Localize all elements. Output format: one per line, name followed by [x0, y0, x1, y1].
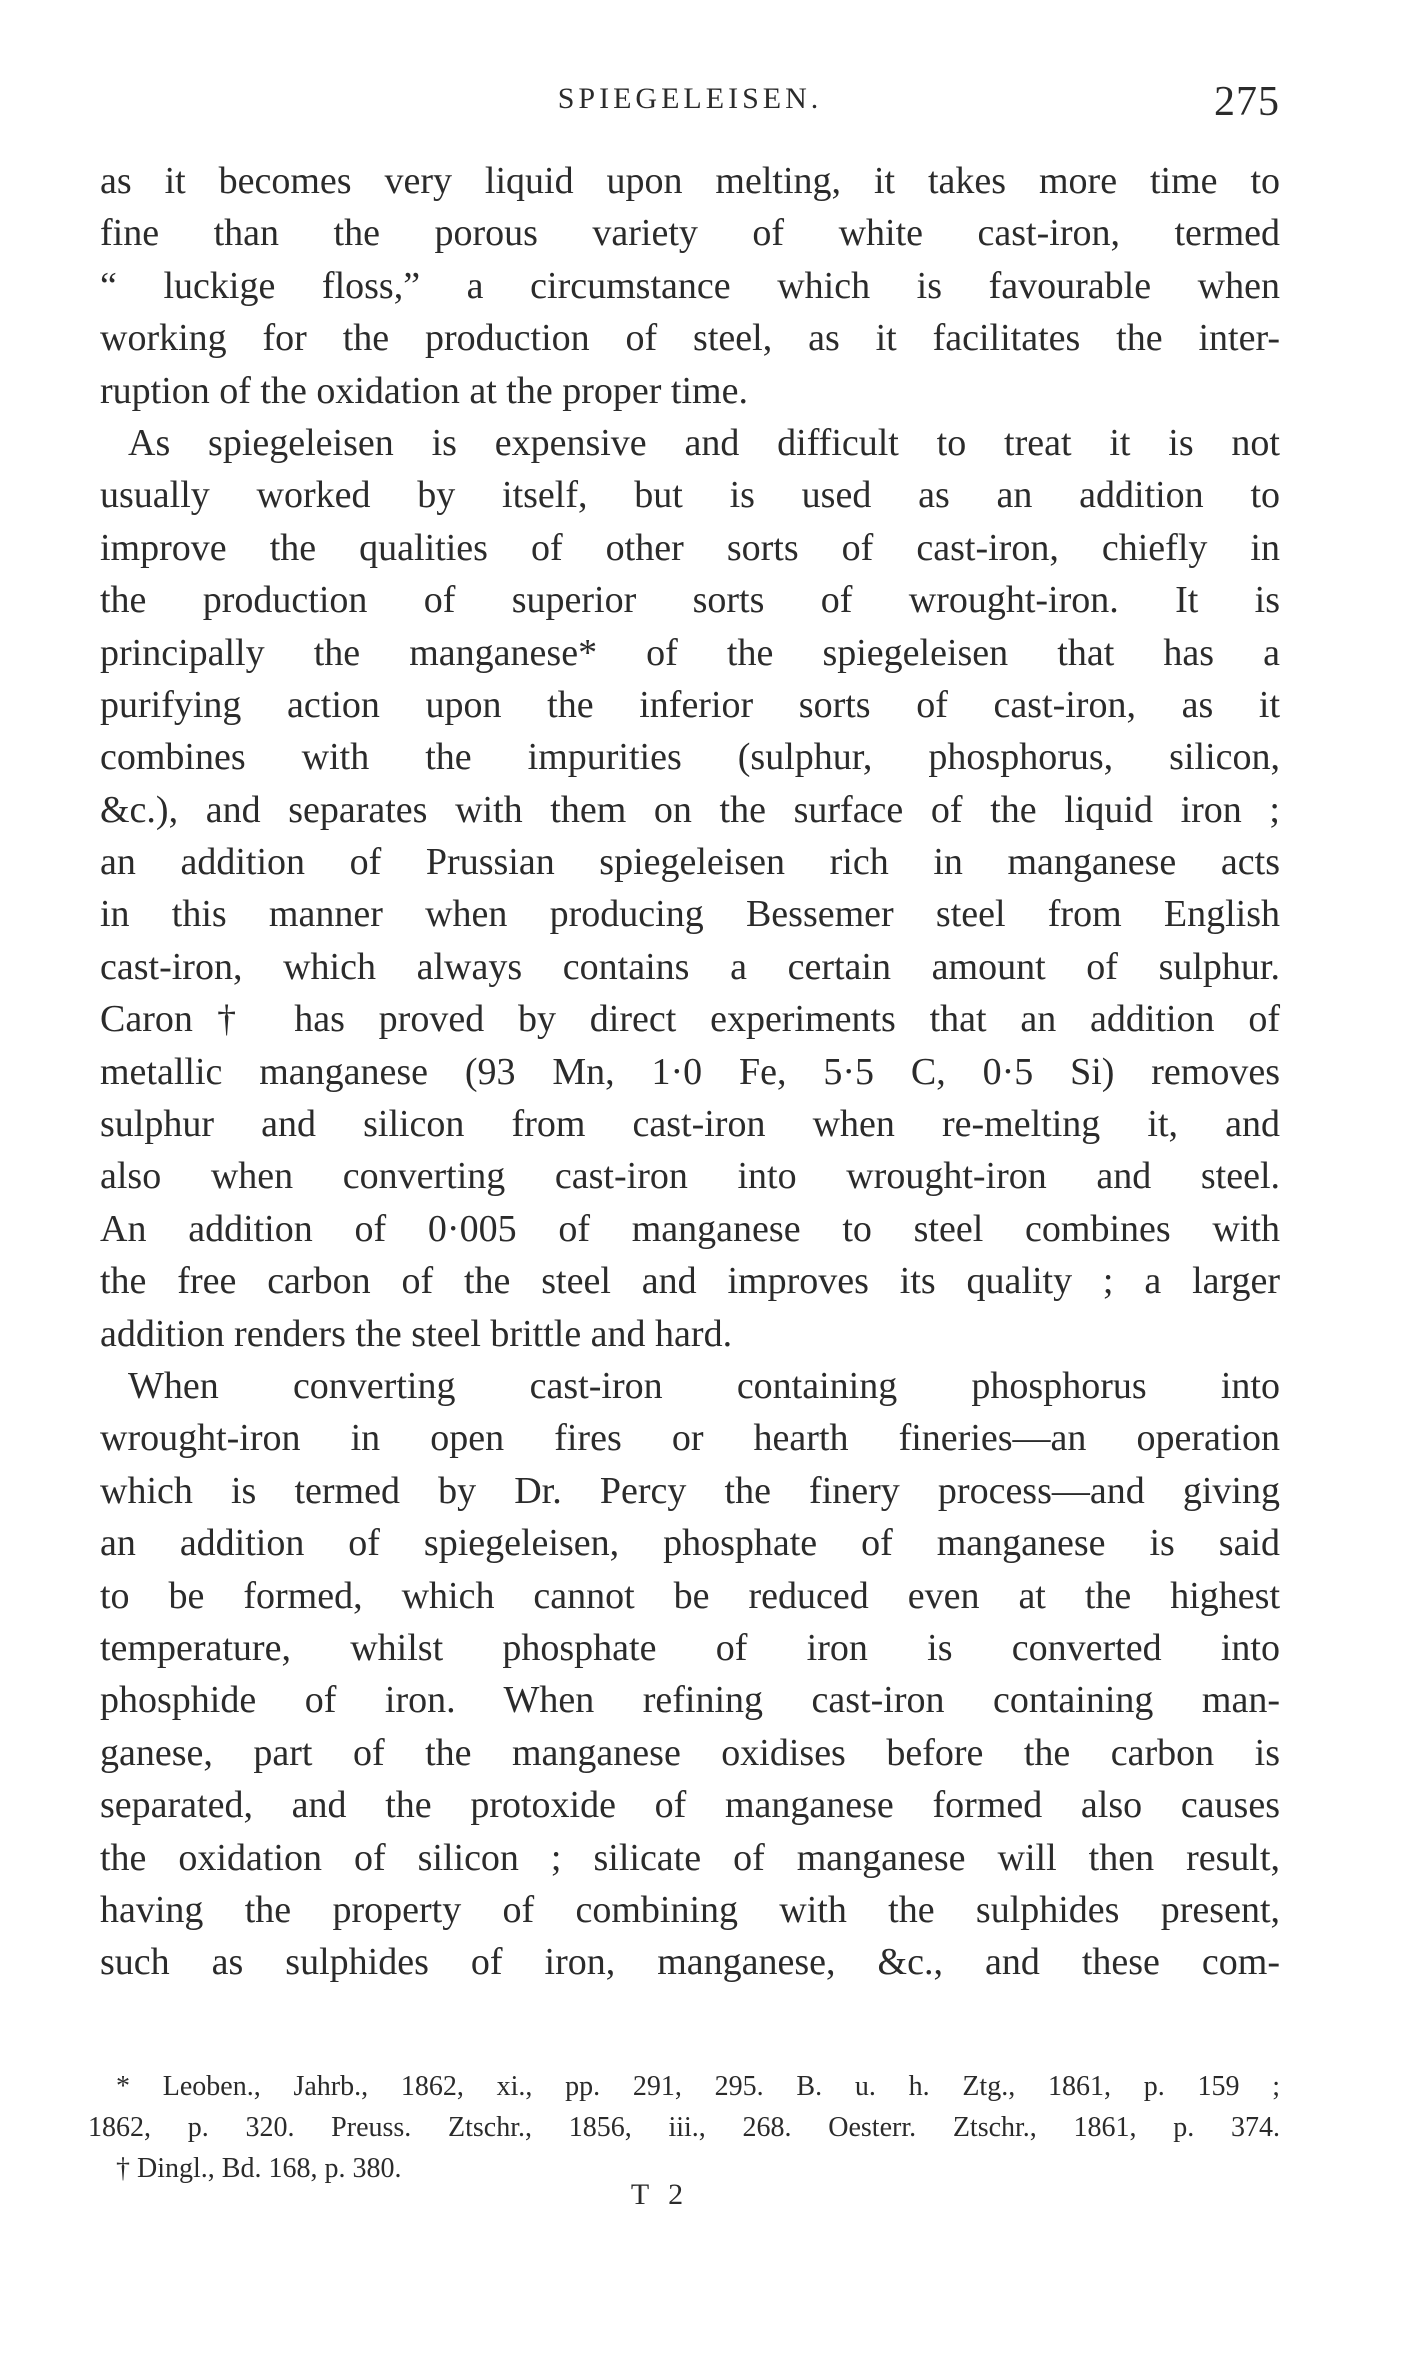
text-line: such as sulphides of iron, manganese, &c., and these com-	[100, 1941, 1280, 1984]
footnote-line: † Dingl., Bd. 168, p. 380.	[116, 2153, 402, 2184]
text-line: purifying action upon the inferior sorts of cast-iron, as it	[100, 683, 1280, 726]
text-line: When converting cast-iron containing phosphorus into	[128, 1364, 1280, 1407]
text-line: Caron† has proved by direct experiments that an addition of	[100, 998, 1280, 1041]
text-line: having the property of combining with the sulphides present,	[100, 1888, 1280, 1931]
footnotes	[88, 2066, 1280, 2189]
text-line: an addition of Prussian spiegeleisen rich in manganese acts	[100, 841, 1280, 884]
text-line: temperature, whilst phosphate of iron is converted into	[100, 1626, 1280, 1669]
text-line: fine than the porous variety of white cast-iron, termed	[100, 212, 1280, 255]
footnote-line: * Leoben., Jahrb., 1862, xi., pp. 291, 295. B. u. h. Ztg., 1861, p. 159 ;	[116, 2071, 1280, 2102]
signature-mark: T 2	[630, 2178, 690, 2211]
text-line: metallic manganese (93 Mn, 1·0 Fe, 5·5 C, 0·5 Si) removes	[100, 1050, 1280, 1093]
text-line: which is termed by Dr. Percy the finery process—and giving	[100, 1469, 1280, 1512]
text-line: An addition of 0·005 of manganese to steel combines with	[100, 1207, 1280, 1250]
text-line: addition renders the steel brittle and hard.	[100, 1312, 733, 1355]
body-text	[100, 155, 1280, 1989]
text-line: As spiegeleisen is expensive and difficult to treat it is not	[128, 421, 1280, 464]
text-line: the oxidation of silicon ; silicate of manganese will then result,	[100, 1836, 1280, 1879]
text-line: ganese, part of the manganese oxidises before the carbon is	[100, 1731, 1280, 1774]
text-line: an addition of spiegeleisen, phosphate of manganese is said	[100, 1522, 1280, 1565]
running-head	[100, 78, 1280, 128]
text-line: principally the manganese* of the spiegeleisen that has a	[100, 631, 1280, 674]
text-line: sulphur and silicon from cast-iron when re-melting it, and	[100, 1103, 1280, 1146]
text-line: ruption of the oxidation at the proper time.	[100, 369, 748, 412]
text-line: also when converting cast-iron into wrought-iron and steel.	[100, 1155, 1280, 1198]
text-line: &c.), and separates with them on the surface of the liquid iron ;	[100, 788, 1280, 831]
text-line: combines with the impurities (sulphur, phosphorus, silicon,	[100, 736, 1280, 779]
text-line: “ luckige floss,” a circumstance which is favourable when	[100, 264, 1280, 307]
text-line: cast-iron, which always contains a certain amount of sulphur.	[100, 945, 1280, 988]
page-number: 275	[1214, 79, 1280, 125]
text-line: usually worked by itself, but is used as an addition to	[100, 474, 1280, 517]
footnote-line: 1862, p. 320. Preuss. Ztschr., 1856, iii., 268. Oesterr. Ztschr., 1861, p. 374.	[88, 2112, 1280, 2143]
text-line: the free carbon of the steel and improves its quality ; a larger	[100, 1260, 1280, 1303]
text-line: as it becomes very liquid upon melting, it takes more time to	[100, 160, 1280, 202]
text-line: to be formed, which cannot be reduced even at the highest	[100, 1574, 1280, 1617]
text-line: phosphide of iron. When refining cast-iron containing man-	[100, 1679, 1280, 1722]
text-line: improve the qualities of other sorts of cast-iron, chiefly in	[100, 526, 1280, 569]
text-line: in this manner when producing Bessemer steel from English	[100, 893, 1280, 936]
text-line: separated, and the protoxide of manganese formed also causes	[100, 1784, 1280, 1827]
text-line: working for the production of steel, as it facilitates the inter-	[100, 317, 1280, 360]
running-title: SPIEGELEISEN.	[557, 82, 823, 115]
text-line: the production of superior sorts of wrought-iron. It is	[100, 579, 1280, 622]
text-line: wrought-iron in open fires or hearth fineries—an operation	[100, 1417, 1280, 1460]
